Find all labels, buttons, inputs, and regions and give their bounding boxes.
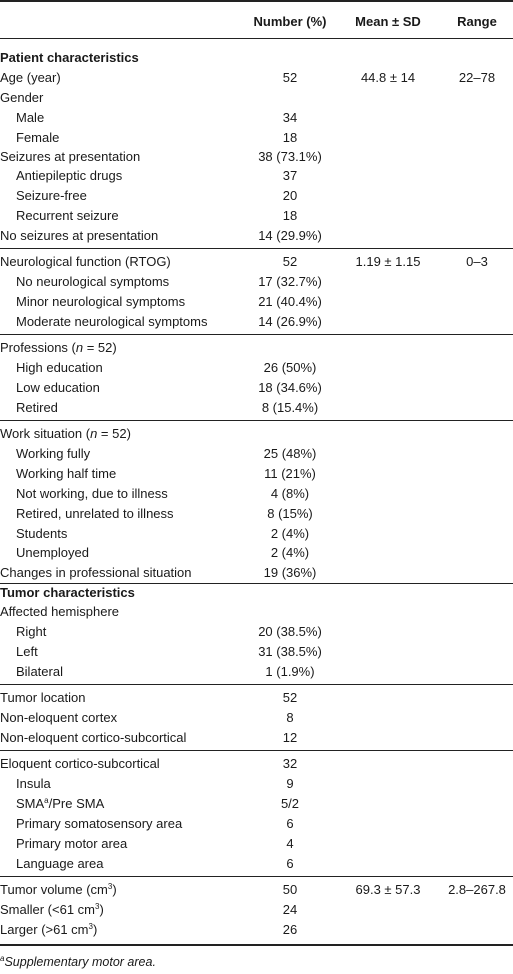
table-row [0, 312, 513, 332]
row-number: 52 [282, 70, 298, 85]
row-label: Retired, unrelated to illness [16, 506, 174, 521]
table-row [0, 88, 513, 108]
row-label: Age (year) [0, 70, 61, 85]
header-rule [0, 38, 513, 39]
row-range: 22–78 [458, 70, 496, 85]
row-number: 24 [282, 902, 298, 917]
table-row [0, 563, 513, 583]
table-row [0, 206, 513, 226]
row-label: Gender [0, 90, 44, 105]
row-number: 6 [286, 856, 294, 871]
row-label: Female [16, 130, 60, 145]
row-label: High education [16, 360, 103, 375]
table-row [0, 147, 513, 167]
row-label: No seizures at presentation [0, 228, 159, 243]
table-row [0, 662, 513, 682]
row-number: 4 (8%) [270, 486, 310, 501]
row-label: Smaller (<61 $cm^3$) [0, 902, 104, 917]
row-label: Working half time [16, 466, 117, 481]
row-number: 18 [282, 208, 298, 223]
table-row [0, 900, 513, 920]
table-row [0, 754, 513, 774]
table-row [0, 252, 513, 272]
row-label: Insula [16, 776, 51, 791]
row-number: 6 [286, 816, 294, 831]
row-label: Right [16, 624, 47, 639]
row-number: 12 [282, 730, 298, 745]
table-row [0, 424, 513, 444]
top-rule [0, 0, 513, 2]
row-label: Antiepileptic drugs [16, 168, 123, 183]
row-number: 26 [282, 922, 298, 937]
table-row [0, 378, 513, 398]
row-number: 14 (29.9%) [258, 228, 322, 243]
row-label: Seizure-free [16, 188, 87, 203]
row-label: Seizures at presentation [0, 149, 141, 164]
row-number: 25 (48%) [263, 446, 317, 461]
row-label: Tumor volume $(cm^3)$ [0, 882, 117, 897]
row-number: 18 (34.6%) [258, 380, 322, 395]
row-number: 17 (32.7%) [258, 274, 322, 289]
section-rule [0, 420, 513, 421]
row-number: 2 (4%) [270, 545, 310, 560]
row-label: SMA$^a$/Pre SMA [16, 796, 105, 811]
row-label: Not working, due to illness [16, 486, 168, 501]
table-row [0, 794, 513, 814]
row-number: 31 (38.5%) [258, 644, 322, 659]
row-label: Working fully [16, 446, 91, 461]
table-row [0, 166, 513, 186]
row-label: Changes in professional situation [0, 565, 192, 580]
table-row [0, 583, 513, 603]
footnote-mark: a [0, 954, 5, 963]
table-row [0, 543, 513, 563]
row-label: Larger (>61 $cm^3$) [0, 922, 98, 937]
header-number: Number (%) [253, 14, 327, 29]
row-number: 19 (36%) [263, 565, 317, 580]
table-row [0, 108, 513, 128]
section-rule [0, 248, 513, 249]
table-row [0, 48, 513, 68]
row-number: 5/2 [280, 796, 300, 811]
section-rule [0, 684, 513, 685]
row-number: 32 [282, 756, 298, 771]
row-number: 52 [282, 690, 298, 705]
table-row [0, 68, 513, 88]
row-number: 8 (15%) [267, 506, 313, 521]
table-row [0, 920, 513, 940]
table-row [0, 464, 513, 484]
table-row [0, 272, 513, 292]
table-row [0, 834, 513, 854]
table-row [0, 226, 513, 246]
row-number: 52 [282, 254, 298, 269]
row-number: 4 [286, 836, 294, 851]
section-rule [0, 876, 513, 877]
section-rule [0, 334, 513, 335]
row-number: 8 [286, 710, 294, 725]
row-label: Affected hemisphere [0, 604, 119, 619]
row-number: 2 (4%) [270, 526, 310, 541]
row-label: Language area [16, 856, 104, 871]
row-number: 21 (40.4%) [258, 294, 322, 309]
row-number: 14 (26.9%) [258, 314, 322, 329]
section-heading: Tumor characteristics [0, 585, 135, 600]
footnote [0, 955, 156, 969]
row-number: 34 [282, 110, 298, 125]
table-row [0, 186, 513, 206]
row-number: 26 (50%) [263, 360, 317, 375]
row-label: Non-eloquent cortex [0, 710, 118, 725]
row-label: Minor neurological symptoms [16, 294, 186, 309]
row-number: 20 [282, 188, 298, 203]
section-heading: Patient characteristics [0, 50, 139, 65]
row-label: Non-eloquent cortico-subcortical [0, 730, 187, 745]
header-row [0, 12, 513, 32]
row-number: 11 (21%) [264, 466, 316, 481]
table-row [0, 292, 513, 312]
row-label: No neurological symptoms [16, 274, 170, 289]
row-number: 37 [282, 168, 298, 183]
table-row [0, 774, 513, 794]
table-row [0, 814, 513, 834]
table-row [0, 854, 513, 874]
row-label: Unemployed [16, 545, 89, 560]
row-label: Primary motor area [16, 836, 128, 851]
header-range: Range [457, 14, 497, 29]
row-label: Work situation (n = 52) [0, 426, 131, 441]
footnote-text: Supplementary motor area. [4, 955, 156, 969]
row-number: 8 (15.4%) [261, 400, 319, 415]
bottom-rule [0, 944, 513, 946]
row-number: 50 [282, 882, 298, 897]
table-row [0, 708, 513, 728]
table-row [0, 444, 513, 464]
row-label: Professions (n = 52) [0, 340, 117, 355]
row-number: 18 [282, 130, 298, 145]
table-row [0, 398, 513, 418]
row-label: Students [16, 526, 68, 541]
row-number: 38 (73.1%) [258, 149, 322, 164]
row-label: Eloquent cortico-subcortical [0, 756, 160, 771]
row-label: Male [16, 110, 45, 125]
row-label: Primary somatosensory area [16, 816, 183, 831]
row-mean: 44.8 ± 14 [360, 70, 416, 85]
table-row [0, 338, 513, 358]
table-row [0, 602, 513, 622]
table-row [0, 622, 513, 642]
row-number: 9 [286, 776, 294, 791]
section-rule [0, 750, 513, 751]
row-range: 0–3 [466, 254, 488, 269]
row-label: Recurrent seizure [16, 208, 119, 223]
table-row [0, 728, 513, 748]
row-mean: 1.19 ± 1.15 [355, 254, 421, 269]
table-row [0, 524, 513, 544]
row-label: Retired [16, 400, 58, 415]
row-label: Moderate neurological symptoms [16, 314, 208, 329]
row-range: 2.8–267.8 [448, 882, 506, 897]
table-row [0, 484, 513, 504]
table-row [0, 688, 513, 708]
row-label: Left [16, 644, 38, 659]
table-row [0, 358, 513, 378]
table-row [0, 880, 513, 900]
row-mean: 69.3 ± 57.3 [355, 882, 421, 897]
table-row [0, 504, 513, 524]
row-number: 1 (1.9%) [265, 664, 315, 679]
row-label: Low education [16, 380, 100, 395]
header-mean-sd: Mean ± SD [355, 14, 421, 29]
row-label: Neurological function (RTOG) [0, 254, 171, 269]
table-row [0, 128, 513, 148]
row-number: 20 (38.5%) [258, 624, 322, 639]
row-label: Tumor location [0, 690, 86, 705]
row-label: Bilateral [16, 664, 63, 679]
table-row [0, 642, 513, 662]
